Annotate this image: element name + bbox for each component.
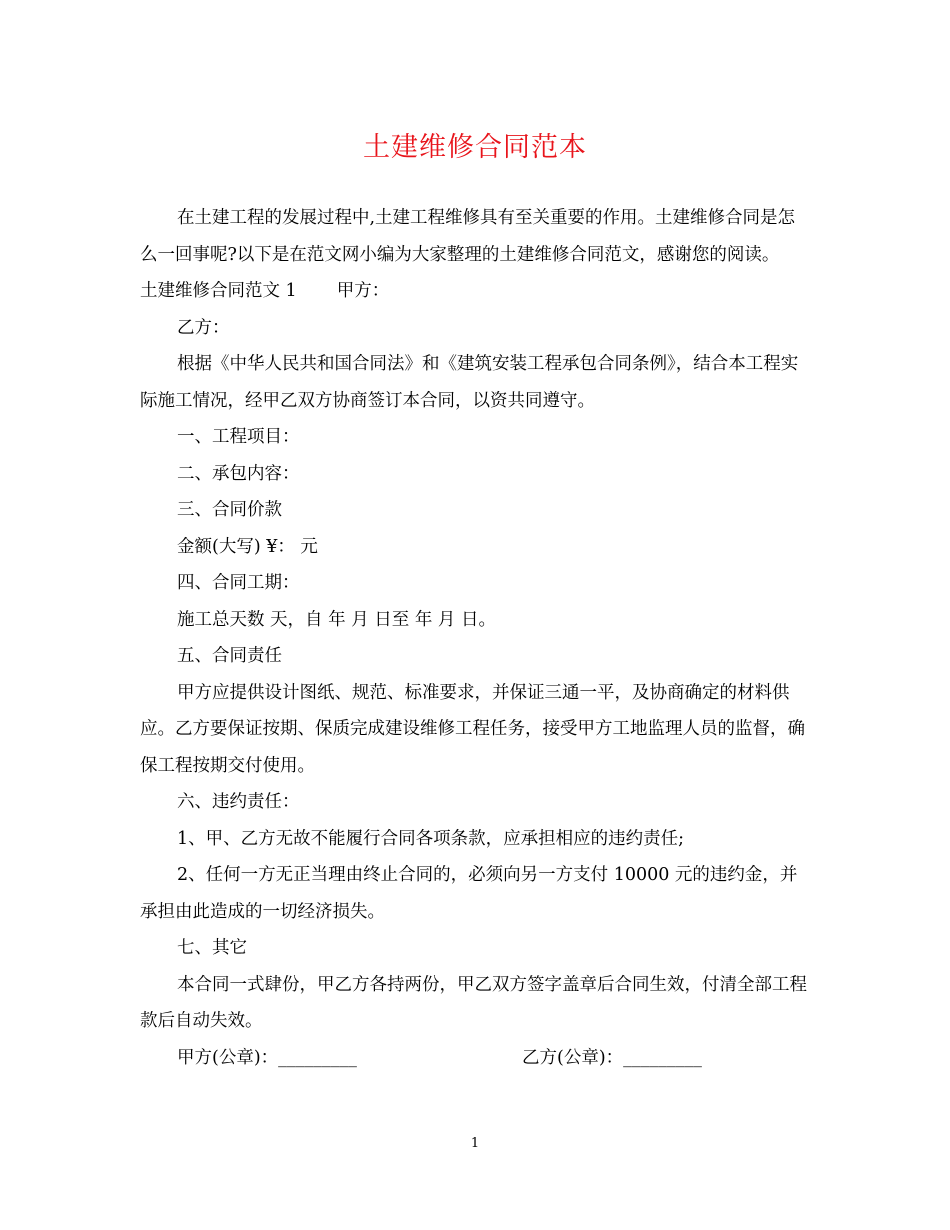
party-a-signature: 甲方(公章)：_________ (177, 1047, 357, 1068)
sample-heading-line (140, 273, 810, 310)
breach-item-1: 1、甲、乙方无故不能履行合同各项条款，应承担相应的违约责任; (177, 828, 685, 849)
clause-project: 一、工程项目： (177, 427, 300, 447)
clause-duration: 四、合同工期： (177, 573, 300, 593)
document-title: 土建维修合同范本 (363, 132, 587, 163)
duration-line: 施工总天数 天，自 年 月 日至 年 月 日。 (177, 609, 496, 630)
party-b-signature: 乙方(公章)：_________ (522, 1047, 702, 1068)
party-b-label: 乙方： (177, 317, 230, 338)
clause-breach: 六、违约责任： (177, 792, 300, 812)
breach-item-2: 2、任何一方无正当理由终止合同的，必须向另一方支付 10000 元的违约金，并承担由此造成的一切经济损失。 (140, 865, 798, 922)
document-body (140, 200, 810, 1076)
amount-line: 金额(大写) ¥： 元 (177, 536, 318, 557)
intro-paragraph: 在土建工程的发展过程中,土建工程维修具有至关重要的作用。土建维修合同是怎么一回事呢?以下是在范文网小编为大家整理的土建维修合同范文，感谢您的阅读。 (140, 208, 796, 265)
clause-responsibility: 五、合同责任 (177, 646, 282, 666)
clause-other: 七、其它 (177, 938, 247, 958)
page-number: 1 (470, 1136, 480, 1151)
signature-row (140, 1040, 810, 1077)
party-a-label: 甲方： (336, 281, 390, 301)
clause-scope: 二、承包内容： (177, 463, 300, 484)
preamble-paragraph: 根据《中华人民共和国合同法》和《建筑安装工程承包合同条例》，结合本工程实际施工情况，经甲乙双方协商签订本合同，以资共同遵守。 (140, 354, 799, 411)
responsibility-paragraph: 甲方应提供设计图纸、规范、标准要求，并保证三通一平，及协商确定的材料供应。乙方要保证按期、保质完成建设维修工程任务，接受甲方工地监理人员的监督，确保工程按期交付使用。 (140, 682, 805, 776)
sample-heading: 土建维修合同范文 1 (140, 281, 297, 301)
other-paragraph: 本合同一式肆份，甲乙方各持两份，甲乙双方签字盖章后合同生效，付清全部工程款后自动失效。 (140, 974, 807, 1031)
clause-price: 三、合同价款 (177, 500, 282, 520)
